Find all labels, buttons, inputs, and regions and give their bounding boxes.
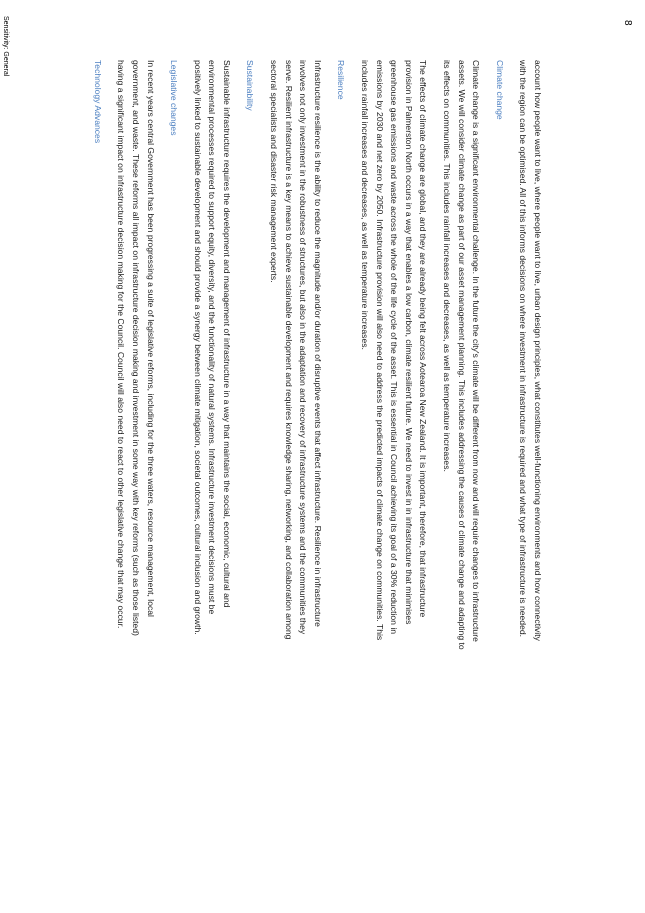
- section-heading-technology-advances: Technology Advances: [92, 60, 103, 144]
- text-line: The effects of climate change are global, and they are already being felt across Aotearoa New Zealand. It is important, therefore, that infrastructure: [418, 60, 429, 618]
- text-line: Climate change is a significant environmental challenge. In the future the city's climate will be different from now and will require changes to infrastructure: [471, 60, 482, 642]
- text-line: Infrastructure resilience is the ability to reduce the magnitude and/or duration of disruptive events that affect infrastructure. Resilience in infrastructure: [312, 60, 323, 627]
- text-line: provision in Palmerston North occurs in a way that enables a low carbon, climate resilient future. We need to invest in in infrastructure that minimises: [403, 60, 414, 625]
- section-heading-climate-change: Climate change: [494, 60, 505, 120]
- intro-paragraph: [516, 60, 545, 830]
- climate-paragraph-2: [357, 60, 430, 830]
- text-line: emissions by 2030 and net zero by 2050. Infrastructure provision will also need to address the predicted impacts of climate change on communities. This: [374, 60, 385, 641]
- sustainability-paragraph: [190, 60, 234, 830]
- legislative-paragraph: [114, 60, 158, 830]
- climate-paragraph-1: [439, 60, 483, 830]
- section-heading-resilience: Resilience: [336, 60, 347, 100]
- text-line: having a significant impact on infrastructure decision making for the Council. Council will also need to react to other legislative change that may occur.: [116, 60, 127, 629]
- text-line: includes rainfall increases and decreases, as well as temperature increases.: [360, 60, 371, 350]
- text-line: In recent years central Government has been progressing a suite of legislative reforms, including for the three waters, resource management, local: [145, 60, 156, 617]
- text-line: involves not only investment in the robustness of structures, but also in the adaptation and recovery of infrastructure systems and the communities they: [298, 60, 309, 635]
- text-line: greenhouse gas emissions and waste across the whole of the life cycle of the asset. This is essential in Council achieving its goal of a 30% reduction in: [389, 60, 400, 635]
- resilience-paragraph: [267, 60, 325, 830]
- document-body: [81, 60, 545, 830]
- text-line: its effects on communities. This includes rainfall increases and decreases, as well as temperature increases.: [442, 60, 453, 472]
- text-line: serve. Resilient infrastructure is a key means to achieve sustainable development and requires knowledge sharing, networking, and collaboration among: [283, 60, 294, 640]
- text-line: with the region can be optimised. All of this informs decisions on where investment in infrastructure is required and what type of infrastructure is needed.: [518, 60, 529, 638]
- sensitivity-label: Sensitivity: General: [2, 16, 9, 77]
- text-line: Sustainable infrastructure requires the development and management of infrastructure in a way that maintains the social, economic, cultural and: [221, 60, 232, 608]
- page-number: 8: [622, 20, 633, 26]
- text-line: government, and waste. These reforms all impact on infrastructure decision making and investment in some way with key reforms (such as those listed): [130, 60, 141, 636]
- text-line: account how people want to live, where people want to live, urban design principles, what constitutes well-functioning environments and how connectivity: [533, 60, 543, 641]
- text-line: sectoral specialists and disaster risk management experts.: [269, 60, 280, 283]
- text-line: positively linked to sustainable development and should provide a synergy between climate mitigation, societal outcomes, cultural inclusion and growth.: [192, 60, 203, 635]
- section-heading-sustainability: Sustainability: [245, 60, 256, 111]
- text-line: assets. We will consider climate change as part of our asset management planning. This includes addressing the causes of climate change and adapting to: [456, 60, 467, 650]
- section-heading-legislative-changes: Legislative changes: [169, 60, 180, 136]
- text-line: environmental processes required to support equity, diversity, and the functionality of natural systems. Infrastructure investment decisions must be: [207, 60, 218, 615]
